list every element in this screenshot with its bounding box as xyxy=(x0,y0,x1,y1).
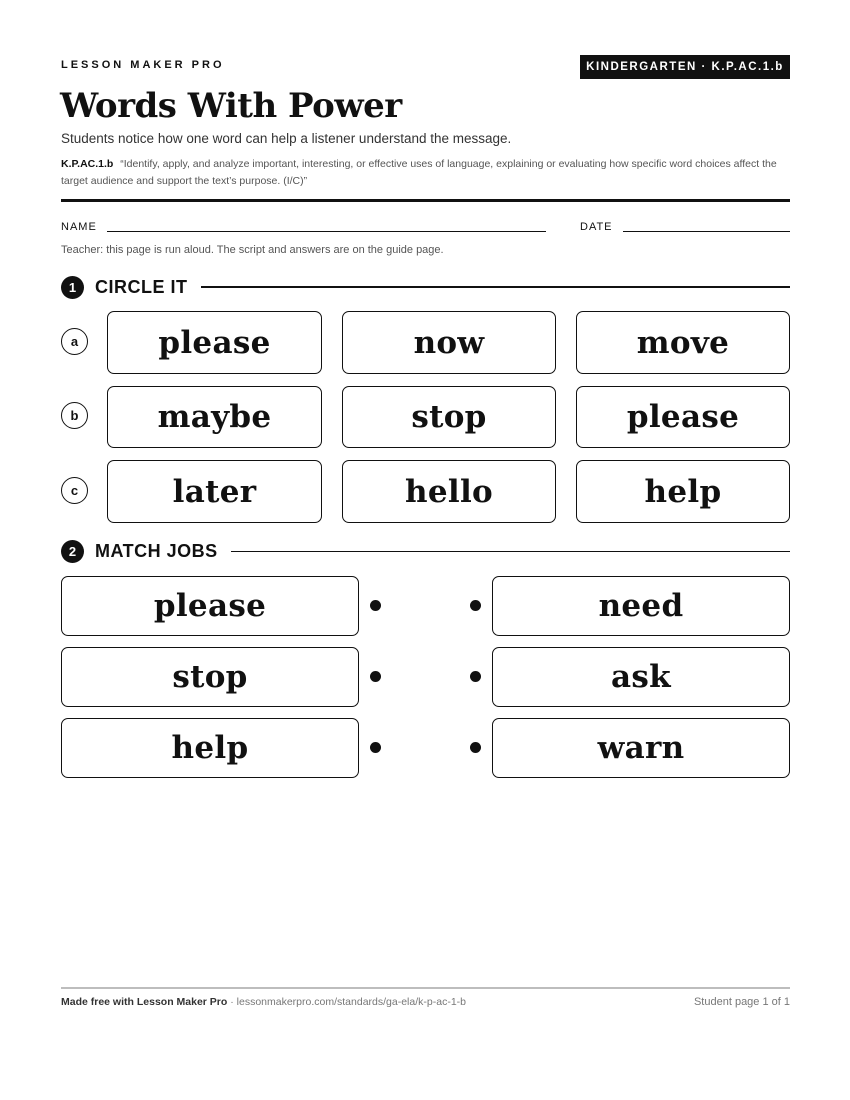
section-rule xyxy=(201,286,791,288)
row-letter: c xyxy=(61,477,88,504)
word-card[interactable]: please xyxy=(576,386,790,448)
name-label: NAME xyxy=(61,221,97,233)
section-number: 2 xyxy=(61,540,84,563)
word-card[interactable]: now xyxy=(342,311,556,374)
page-title: Words With Power xyxy=(60,86,402,126)
date-field[interactable] xyxy=(623,231,790,232)
match-right-card[interactable]: ask xyxy=(492,647,790,707)
section-title: CIRCLE IT xyxy=(95,276,188,297)
word-card[interactable]: maybe xyxy=(107,386,322,448)
match-left-card[interactable]: please xyxy=(61,576,359,636)
grade-standard-badge: KINDERGARTEN · K.P.AC.1.b xyxy=(580,55,790,79)
match-left-card[interactable]: help xyxy=(61,718,359,778)
word-card[interactable]: hello xyxy=(342,460,556,523)
section-title: MATCH JOBS xyxy=(95,540,218,561)
match-dot-right[interactable] xyxy=(470,742,481,753)
row-letter: a xyxy=(61,328,88,355)
footer-made-with: Made free with Lesson Maker Pro xyxy=(61,996,228,1008)
section-circle-it-header xyxy=(61,275,790,299)
standard-text: “Identify, apply, and analyze important, interesting, or effective uses of language, explaining or evaluating how specific word choices affect the target audience and support the text’s purpose. (I/C)” xyxy=(61,158,777,187)
date-label: DATE xyxy=(580,221,613,233)
standard-code: K.P.AC.1.b xyxy=(61,158,114,170)
match-left-card[interactable]: stop xyxy=(61,647,359,707)
section-rule xyxy=(231,551,790,552)
section-number: 1 xyxy=(61,276,84,299)
word-card[interactable]: stop xyxy=(342,386,556,448)
page-subtitle: Students notice how one word can help a listener understand the message. xyxy=(61,131,512,146)
match-dot-right[interactable] xyxy=(470,671,481,682)
word-card[interactable]: later xyxy=(107,460,322,523)
word-card[interactable]: help xyxy=(576,460,790,523)
teacher-note: Teacher: this page is run aloud. The script and answers are on the guide page. xyxy=(61,244,444,256)
match-dot-right[interactable] xyxy=(470,600,481,611)
match-dot-left[interactable] xyxy=(370,742,381,753)
match-right-card[interactable]: need xyxy=(492,576,790,636)
section-match-jobs-header xyxy=(61,539,790,563)
word-card[interactable]: please xyxy=(107,311,322,374)
match-right-card[interactable]: warn xyxy=(492,718,790,778)
header-divider xyxy=(61,199,790,202)
standard-description xyxy=(61,156,791,189)
match-dot-left[interactable] xyxy=(370,671,381,682)
row-letter: b xyxy=(61,402,88,429)
footer-credit xyxy=(61,996,466,1008)
match-dot-left[interactable] xyxy=(370,600,381,611)
name-field[interactable] xyxy=(107,231,546,232)
footer-divider xyxy=(61,987,790,989)
footer-page-number: Student page 1 of 1 xyxy=(693,996,790,1008)
brand-name: LESSON MAKER PRO xyxy=(61,59,225,71)
word-card[interactable]: move xyxy=(576,311,790,374)
footer-url[interactable]: · lessonmakerpro.com/standards/ga-ela/k-p-ac-1-b xyxy=(227,996,466,1008)
